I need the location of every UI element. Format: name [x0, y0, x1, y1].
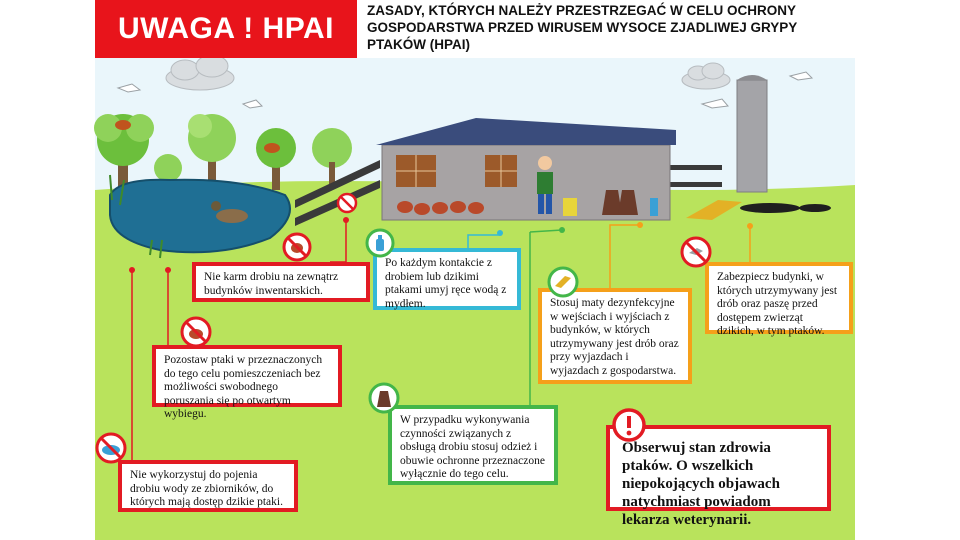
no-wild-birds-icon	[680, 236, 712, 268]
feed-spill	[740, 203, 831, 213]
rule-keep-indoors: Pozostaw ptaki w przeznaczonych do tego celu pomieszczeniach bez możliwości swobodnego poruszania się po otwartym wybiegu.	[152, 345, 342, 407]
no-wild-water-icon	[95, 432, 127, 464]
rule-wash-hands: Po każdym kontakcie z drobiem lub dzikimi ptakami umyj ręce wodą z mydłem.	[373, 248, 521, 310]
warning-banner	[95, 0, 357, 58]
rule-dont-feed-outside: Nie karm drobiu na zewnątrz budynków inwentarskich.	[192, 262, 370, 302]
apron-icon	[368, 382, 400, 414]
rule-secure-buildings: Zabezpiecz budynki, w których utrzymywany jest drób oraz paszę przed dostępem zwierząt dzikich, w tym ptaków.	[705, 262, 853, 334]
no-entry-icon	[336, 192, 358, 214]
no-free-range-icon	[180, 316, 212, 348]
page-title: ZASADY, KTÓRYCH NALEŻY PRZESTRZEGAĆ W CELU OCHRONY GOSPODARSTWA PRZED WIRUSEM WYSOCE ZJADLIWEJ GRYPY PTAKÓW (HPAI)	[367, 3, 798, 52]
silo	[737, 75, 767, 192]
rule-observe-health: Obserwuj stan zdrowia ptaków. O wszelkich niepokojących objawach natychmiast powiadom lekarza weterynarii.	[606, 425, 831, 511]
rule-protective-clothing: W przypadku wykonywania czynności związanych z obsługą drobiu stosuj odzież i obuwie ochronne przeznaczone wyłącznie do tego celu.	[388, 405, 558, 485]
banner-text: UWAGA ! HPAI	[118, 12, 334, 45]
mat-icon	[547, 266, 579, 298]
no-feeding-icon	[282, 232, 312, 262]
rule-disinfection-mats: Stosuj maty dezynfekcyjne w wejściach i wyjściach z budynków, w których utrzymywany jest drób oraz przy wyjazdach i wyjazdach z gospodarstwa.	[538, 288, 692, 384]
rule-wild-water: Nie wykorzystuj do pojenia drobiu wody ze zbiorników, do których mają dostęp dzikie ptaki.	[118, 460, 298, 512]
soap-bottle-icon	[365, 228, 395, 258]
warning-icon	[612, 408, 646, 442]
pond	[110, 180, 290, 252]
